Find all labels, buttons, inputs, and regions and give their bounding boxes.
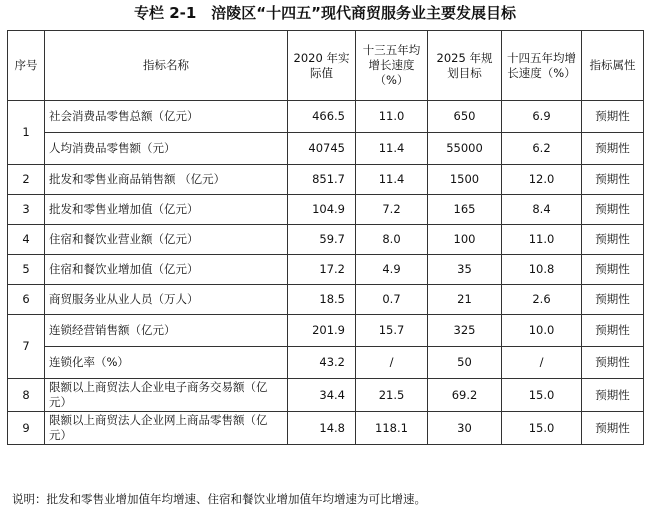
actual-cell: 466.5 — [288, 101, 356, 133]
seq-cell: 3 — [8, 195, 45, 225]
seq-cell: 7 — [8, 315, 45, 379]
header-growth-145: 十四五年均增长速度（%） — [502, 31, 582, 101]
header-growth-135: 十三五年均增长速度（%） — [356, 31, 428, 101]
table-title: 专栏 2-1 涪陵区“十四五”现代商贸服务业主要发展目标 — [133, 4, 517, 22]
growth135-cell: 118.1 — [356, 412, 428, 445]
header-attr: 指标属性 — [582, 31, 644, 101]
seq-cell: 8 — [8, 379, 45, 412]
name-cell: 社会消费品零售总额（亿元） — [45, 101, 288, 133]
name-cell: 住宿和餐饮业营业额（亿元） — [45, 225, 288, 255]
target-cell: 30 — [428, 412, 502, 445]
attr-cell: 预期性 — [582, 195, 644, 225]
attr-cell: 预期性 — [582, 379, 644, 412]
growth135-cell: 8.0 — [356, 225, 428, 255]
target-cell: 35 — [428, 255, 502, 285]
seq-cell: 6 — [8, 285, 45, 315]
growth145-cell: 8.4 — [502, 195, 582, 225]
growth135-cell: 11.4 — [356, 165, 428, 195]
growth145-cell: 12.0 — [502, 165, 582, 195]
seq-cell: 1 — [8, 101, 45, 165]
growth145-cell: 10.0 — [502, 315, 582, 347]
actual-cell: 59.7 — [288, 225, 356, 255]
growth135-cell: 15.7 — [356, 315, 428, 347]
table-row — [8, 285, 644, 315]
name-cell: 人均消费品零售额（元） — [45, 133, 288, 165]
attr-cell: 预期性 — [582, 255, 644, 285]
name-cell: 住宿和餐饮业增加值（亿元） — [45, 255, 288, 285]
attr-cell: 预期性 — [582, 285, 644, 315]
growth135-cell: 0.7 — [356, 285, 428, 315]
header-target-2025: 2025 年规划目标 — [428, 31, 502, 101]
growth145-cell: 15.0 — [502, 412, 582, 445]
seq-cell: 9 — [8, 412, 45, 445]
actual-cell: 17.2 — [288, 255, 356, 285]
table-row — [8, 195, 644, 225]
attr-cell: 预期性 — [582, 101, 644, 133]
table-row — [8, 101, 644, 133]
actual-cell: 201.9 — [288, 315, 356, 347]
targets-table — [7, 30, 644, 445]
table-note: 说明：批发和零售业增加值年均增速、住宿和餐饮业增加值年均增速为可比增速。 — [12, 492, 426, 506]
target-cell: 21 — [428, 285, 502, 315]
header-seq: 序号 — [8, 31, 45, 101]
growth135-cell: 11.4 — [356, 133, 428, 165]
name-cell: 限额以上商贸法人企业网上商品零售额（亿元） — [45, 412, 288, 445]
table-row — [8, 412, 644, 445]
attr-cell: 预期性 — [582, 133, 644, 165]
target-cell: 50 — [428, 347, 502, 379]
table-row — [8, 133, 644, 165]
growth135-cell: 4.9 — [356, 255, 428, 285]
growth145-cell: 2.6 — [502, 285, 582, 315]
table-row — [8, 347, 644, 379]
table-row — [8, 315, 644, 347]
seq-cell: 4 — [8, 225, 45, 255]
header-actual-2020: 2020 年实际值 — [288, 31, 356, 101]
growth145-cell: 10.8 — [502, 255, 582, 285]
target-cell: 165 — [428, 195, 502, 225]
growth135-cell: 7.2 — [356, 195, 428, 225]
growth145-cell: / — [502, 347, 582, 379]
target-cell: 55000 — [428, 133, 502, 165]
actual-cell: 43.2 — [288, 347, 356, 379]
name-cell: 连锁经营销售额（亿元） — [45, 315, 288, 347]
attr-cell: 预期性 — [582, 225, 644, 255]
growth135-cell: / — [356, 347, 428, 379]
actual-cell: 851.7 — [288, 165, 356, 195]
growth145-cell: 11.0 — [502, 225, 582, 255]
target-cell: 100 — [428, 225, 502, 255]
growth145-cell: 15.0 — [502, 379, 582, 412]
target-cell: 1500 — [428, 165, 502, 195]
actual-cell: 14.8 — [288, 412, 356, 445]
table-row — [8, 379, 644, 412]
name-cell: 限额以上商贸法人企业电子商务交易额（亿元） — [45, 379, 288, 412]
name-cell: 连锁化率（%） — [45, 347, 288, 379]
growth145-cell: 6.9 — [502, 101, 582, 133]
growth135-cell: 21.5 — [356, 379, 428, 412]
target-cell: 650 — [428, 101, 502, 133]
actual-cell: 104.9 — [288, 195, 356, 225]
name-cell: 商贸服务业从业人员（万人） — [45, 285, 288, 315]
target-cell: 69.2 — [428, 379, 502, 412]
actual-cell: 40745 — [288, 133, 356, 165]
name-cell: 批发和零售业增加值（亿元） — [45, 195, 288, 225]
attr-cell: 预期性 — [582, 315, 644, 347]
actual-cell: 34.4 — [288, 379, 356, 412]
attr-cell: 预期性 — [582, 412, 644, 445]
header-row — [8, 31, 644, 101]
name-cell: 批发和零售业商品销售额 （亿元） — [45, 165, 288, 195]
table-row — [8, 255, 644, 285]
target-cell: 325 — [428, 315, 502, 347]
attr-cell: 预期性 — [582, 165, 644, 195]
attr-cell: 预期性 — [582, 347, 644, 379]
actual-cell: 18.5 — [288, 285, 356, 315]
header-name: 指标名称 — [45, 31, 288, 101]
seq-cell: 5 — [8, 255, 45, 285]
table-row — [8, 225, 644, 255]
growth145-cell: 6.2 — [502, 133, 582, 165]
table-row — [8, 165, 644, 195]
seq-cell: 2 — [8, 165, 45, 195]
growth135-cell: 11.0 — [356, 101, 428, 133]
